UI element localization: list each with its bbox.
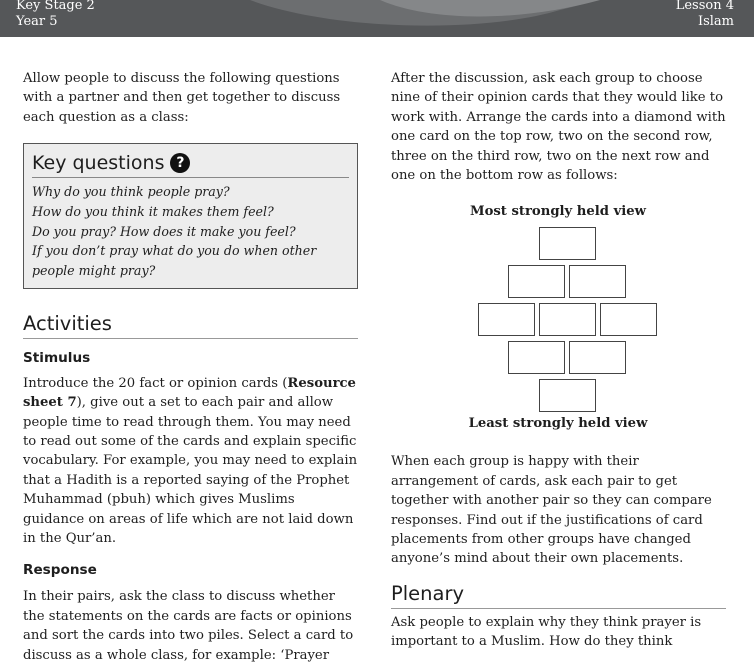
stimulus-text-b: ), give out a set to each pair and allow people time to read through them. You may need to read out some of the cards and explain specific vocabulary. For example, you may need to explain that a Hadith is a reported saying of the Prophet Muhammad (pbuh) which gives Muslims guidance on areas of life which are not laid down in the Qur’an.	[23, 395, 358, 546]
left-column	[23, 69, 358, 665]
response-paragraph: In their pairs, ask the class to discuss whether the statements on the cards are facts or opinions and sort the cards into two piles. Select a card to discuss as a whole class, for example: ‘Prayer	[23, 589, 354, 663]
stimulus-text-a: Introduce the 20 fact or opinion cards (	[23, 375, 288, 391]
page-header	[0, 0, 754, 37]
lesson-label: Lesson 4	[675, 0, 734, 13]
stimulus-paragraph	[23, 374, 358, 549]
resource-sheet-reference: Resource sheet 7	[23, 375, 356, 411]
key-questions-title	[32, 150, 349, 178]
plenary-paragraph: Ask people to explain why they think prayer is important to a Muslim. How do they think	[391, 614, 702, 650]
least-strongly-held-label: Least strongly held view	[468, 416, 648, 432]
question-circle-icon: ?	[170, 153, 190, 173]
opinion-card-slot	[508, 341, 565, 374]
key-questions-box	[23, 143, 358, 289]
key-question-item: How do you think it makes them feel?	[32, 203, 274, 219]
header-left	[16, 0, 95, 30]
header-wave-decoration	[0, 0, 754, 37]
opinion-card-slot	[478, 303, 535, 336]
key-question-item: Why do you think people pray?	[32, 184, 230, 200]
activities-heading: Activities	[23, 311, 358, 339]
opinion-card-slot	[539, 303, 596, 336]
right-column	[391, 69, 726, 652]
diamond-ranking-diagram	[391, 227, 726, 412]
key-stage-label: Key Stage 2	[16, 0, 95, 13]
stimulus-heading: Stimulus	[23, 349, 91, 366]
response-heading: Response	[23, 562, 97, 579]
comparison-paragraph: When each group is happy with their arrangement of cards, ask each pair to get together with another pair so they can compare responses. Find out if the justifications of card placements from other groups have changed anyone’s mind about their own placements.	[391, 454, 712, 567]
key-question-item: Do you pray? How does it make you feel?	[32, 223, 296, 239]
plenary-heading: Plenary	[391, 581, 726, 609]
most-strongly-held-label: Most strongly held view	[469, 204, 647, 220]
opinion-card-slot	[539, 227, 596, 260]
opinion-card-slot	[569, 265, 626, 298]
opinion-card-slot	[569, 341, 626, 374]
header-right	[676, 0, 734, 30]
year-label: Year 5	[16, 14, 58, 29]
arrangement-instructions: After the discussion, ask each group to choose nine of their opinion cards that they would like to work with. Arrange the cards into a diamond with one card on the top row, two on the second row, three on the third row, two on the next row and one on the bottom row as follows:	[391, 71, 726, 184]
subject-label: Islam	[697, 14, 734, 29]
opinion-card-slot	[600, 303, 657, 336]
intro-paragraph: Allow people to discuss the following questions with a partner and then get together to discuss each question as a class:	[23, 71, 341, 125]
opinion-card-slot	[508, 265, 565, 298]
opinion-card-slot	[539, 379, 596, 412]
key-questions-title-text: Key questions	[32, 152, 165, 175]
key-question-item: If you don’t pray what do you do when other people might pray?	[32, 243, 317, 279]
